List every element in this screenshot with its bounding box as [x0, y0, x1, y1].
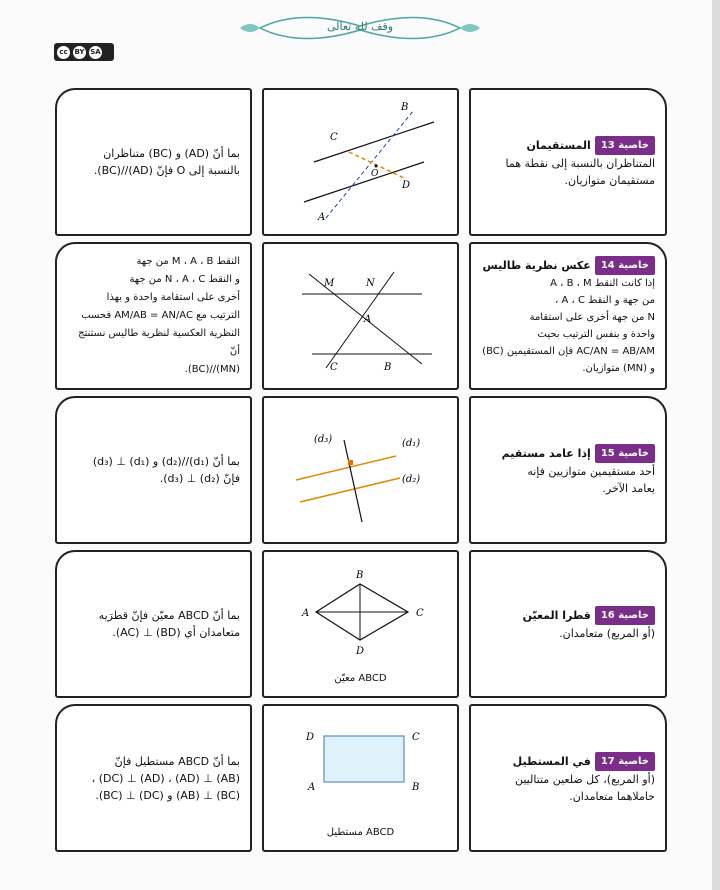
by-icon: BY: [73, 46, 86, 59]
property-row-14: [55, 242, 667, 390]
property-line: N من جهة أخرى على استقامة: [529, 311, 655, 323]
property-number-badge: خاصية 17: [595, 752, 655, 771]
label-d: D: [402, 180, 411, 191]
label-c: C: [330, 362, 338, 373]
property-title: في المستطيل: [512, 754, 591, 768]
property-line: أحد مستقيمين متوازيين فإنه: [527, 464, 655, 478]
example-line: فإنّ (d₂) ⊥ (d₃).: [159, 472, 240, 485]
diagram-box: [262, 242, 459, 390]
label-m: M: [324, 278, 335, 289]
property-box: [469, 704, 667, 852]
example-line: (BC) ⊥ (AB) و (DC) ⊥ (BC).: [95, 788, 240, 802]
example-line: أخرى على استقامة واحدة و بهذا: [106, 292, 240, 303]
header-title: وقف لله تعالى: [326, 20, 394, 33]
property-row-17: [55, 704, 667, 852]
property-row-16: [55, 550, 667, 698]
example-line: (MN)//(BC).: [184, 364, 240, 375]
example-line: (AB) ⊥ (AD) ، (AD) ⊥ (DC) ،: [91, 771, 240, 785]
property-line: المتناظران بالنسبة إلى نقطة هما: [505, 156, 655, 170]
label-c: C: [330, 132, 338, 143]
label-b: B: [412, 782, 420, 793]
property-number-badge: خاصية 14: [595, 256, 655, 275]
label-c: C: [412, 732, 420, 743]
property-number-badge: خاصية 13: [595, 136, 655, 155]
example-line: متعامدان أي (BD) ⊥ (AC).: [112, 626, 240, 639]
property-line: (أو المربع)، كل ضلعين متتاليين: [514, 772, 655, 786]
diagram-box: [262, 704, 459, 852]
property-line: (أو المربع) متعامدان.: [559, 627, 655, 640]
label-d: D: [306, 732, 315, 743]
property-line: AC/AN = AB/AM فإن المستقيمين (BC): [482, 345, 655, 357]
label-a: A: [308, 782, 316, 793]
example-line: بما أنّ (AD) و (BC) متناظران: [103, 147, 240, 160]
label-d1: (d₁): [402, 438, 421, 449]
example-line: بما أنّ (d₁)//(d₂) و (d₁) ⊥ (d₃): [92, 455, 240, 468]
label-b: B: [401, 102, 409, 113]
sa-icon: SA: [89, 46, 102, 59]
example-line: بالنسبة إلى O فإنّ (AD)//(BC).: [93, 164, 240, 177]
property-number-badge: خاصية 16: [595, 606, 655, 625]
property-line: من جهة و النقط A ، C ،: [555, 294, 655, 306]
property-row-15: [55, 396, 667, 544]
property-line: و (MN) متوازيان.: [582, 362, 655, 374]
label-a: A: [318, 212, 326, 223]
property-box: [469, 550, 667, 698]
cc-license-badge: [54, 43, 114, 61]
example-line: و النقط N ، A ، C من جهة: [129, 274, 240, 285]
example-box: [55, 88, 252, 236]
example-box: [55, 704, 252, 852]
property-title: إذا عامد مستقيم: [501, 446, 591, 460]
cc-icon: cc: [57, 46, 70, 59]
diagram-caption: ABCD مستطيل: [326, 827, 395, 838]
thales-diagram: [264, 244, 457, 388]
scrollbar[interactable]: [712, 0, 720, 890]
label-b: B: [356, 570, 364, 581]
example-box: [55, 242, 252, 390]
header-ornament: [240, 8, 480, 48]
example-line: النظرية العكسية لنظرية طاليس نستنتج أنّ: [78, 328, 240, 357]
property-box: [469, 88, 667, 236]
property-box: [469, 396, 667, 544]
label-d2: (d₂): [402, 474, 421, 485]
perpendicular-parallels-diagram: [264, 398, 457, 542]
property-title: المستقيمان: [526, 138, 591, 152]
label-d: D: [356, 646, 365, 657]
property-title: قطرا المعيّن: [522, 609, 591, 622]
property-line: واحدة و بنفس الترتيب بحيث: [537, 328, 655, 340]
label-c: C: [416, 608, 424, 619]
property-line: إذا كانت النقط A ، B ، M: [550, 277, 655, 289]
property-line: مستقيمان متوازيان.: [564, 173, 655, 187]
property-line: يعامد الآخر.: [602, 481, 655, 495]
property-number-badge: خاصية 15: [595, 444, 655, 463]
diagram-caption: ABCD معيّن: [334, 673, 387, 684]
symmetric-lines-diagram: [264, 90, 457, 234]
example-box: [55, 550, 252, 698]
example-line: الترتيب مع AM/AB = AN/AC فحسب: [81, 310, 240, 321]
label-d3: (d₃): [314, 434, 333, 445]
label-o: O: [371, 169, 379, 179]
label-b: B: [384, 362, 392, 373]
example-box: [55, 396, 252, 544]
label-n: N: [366, 278, 375, 289]
diagram-box: [262, 396, 459, 544]
example-line: النقط M ، A ، B من جهة: [136, 256, 240, 267]
property-box: [469, 242, 667, 390]
example-line: بما أنّ ABCD مستطيل فإنّ: [114, 754, 240, 768]
property-title: عكس نظرية طاليس: [482, 258, 591, 272]
label-a: A: [364, 314, 372, 325]
property-line: حاملاهما متعامدان.: [569, 789, 655, 803]
diagram-box: [262, 88, 459, 236]
diagram-box: [262, 550, 459, 698]
label-a: A: [302, 608, 310, 619]
property-row-13: [55, 88, 667, 236]
example-line: بما أنّ ABCD معيّن فإنّ قطرَيه: [98, 609, 240, 622]
